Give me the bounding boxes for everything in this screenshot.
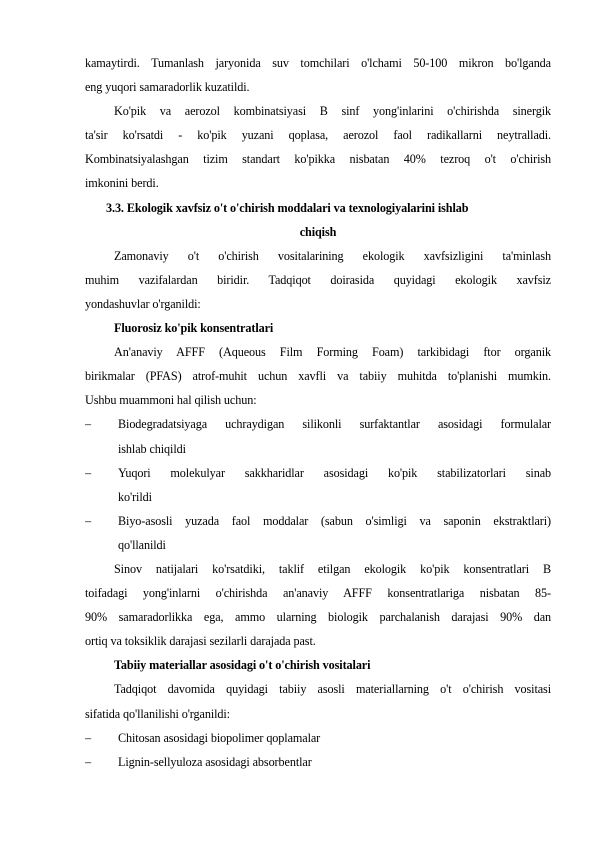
paragraph-line: imkonini berdi.: [85, 176, 159, 191]
paragraph-line: kamaytirdi. Tumanlash jaryonida suv tomchilari o'lchami 50-100 mikron bo'lganda: [85, 56, 551, 70]
bullet-dash: –: [85, 465, 91, 480]
list-item-text: Yuqori molekulyar sakkharidlar asosidagi ko'pik stabilizatorlari sinab: [118, 465, 551, 480]
bullet-dash: –: [85, 513, 91, 528]
list-item: [85, 726, 551, 750]
bullet-dash: –: [85, 730, 91, 745]
paragraph-line: Zamonaviy o't o'chirish vositalarining ekologik xavfsizligini ta'minlash: [114, 248, 551, 263]
subheading: Tabiiy materiallar asosidagi o't o'chirish vositalari: [114, 658, 371, 673]
document-page: [85, 51, 551, 774]
list-item-text: Biyo-asosli yuzada faol moddalar (sabun o'simligi va saponin ekstraktlari): [118, 513, 551, 528]
paragraph-line: An'anaviy AFFF (Aqueous Film Forming Foam) tarkibidagi ftor organik: [114, 345, 551, 360]
paragraph-line: muhim vazifalardan biridir. Tadqiqot doirasida quyidagi ekologik xavfsiz: [85, 272, 551, 287]
paragraph-line: sifatida qo'llanilishi o'rganildi:: [85, 706, 230, 721]
paragraph-line: ta'sir ko'rsatdi - ko'pik yuzani qoplasa, aerozol faol radikallarni neytralladi.: [85, 128, 551, 143]
paragraph-line: yondashuvlar o'rganildi:: [85, 296, 201, 311]
list-item: [85, 461, 551, 485]
list-item-cont: ishlab chiqildi: [118, 441, 186, 456]
list-item-cont: qo'llanildi: [118, 537, 166, 552]
paragraph-line: 90% samaradorlikka ega, ammo ularning biologik parchalanish darajasi 90% dan: [85, 610, 551, 625]
subheading: Fluorosiz ko'pik konsentratlari: [114, 321, 274, 336]
bullet-dash: –: [85, 417, 91, 432]
list-item-text: Lignin-sellyuloza asosidagi absorbentlar: [118, 754, 312, 769]
paragraph-line: Tadqiqot davomida quyidagi tabiiy asosli materiallarning o't o'chirish vositasi: [114, 682, 551, 697]
paragraph-line: Ushbu muammoni hal qilish uchun:: [85, 393, 257, 408]
paragraph-line: eng yuqori samaradorlik kuzatildi.: [85, 80, 250, 95]
list-item-cont: ko'rildi: [118, 489, 152, 504]
section-heading: 3.3. Ekologik xavfsiz o't o'chirish moddalari va texnologiyalarini ishlab: [106, 200, 469, 215]
paragraph-line: toifadagi yong'inlarni o'chirishda an'anaviy AFFF konsentratlariga nisbatan 85-: [85, 586, 551, 601]
paragraph-line: ortiq va toksiklik darajasi sezilarli darajada past.: [85, 634, 316, 649]
list-item-text: Biodegradatsiyaga uchraydigan silikonli surfaktantlar asosidagi formulalar: [118, 417, 551, 432]
list-item: [85, 412, 551, 436]
paragraph-line: Sinov natijalari ko'rsatdiki, taklif etilgan ekologik ko'pik konsentratlari B: [114, 561, 551, 576]
paragraph-line: birikmalar (PFAS) atrof-muhit uchun xavfli va tabiiy muhitda to'planishi mumkin.: [85, 369, 551, 384]
list-item-text: Chitosan asosidagi biopolimer qoplamalar: [118, 730, 321, 745]
section-heading-cont: chiqish: [299, 224, 337, 239]
paragraph-line: Kombinatsiyalashgan tizim standart ko'pikka nisbatan 40% tezroq o't o'chirish: [85, 152, 551, 167]
paragraph-line: Ko'pik va aerozol kombinatsiyasi B sinf yong'inlarini o'chirishda sinergik: [114, 104, 551, 119]
list-item: [85, 750, 551, 774]
list-item: [85, 509, 551, 533]
bullet-dash: –: [85, 754, 91, 769]
